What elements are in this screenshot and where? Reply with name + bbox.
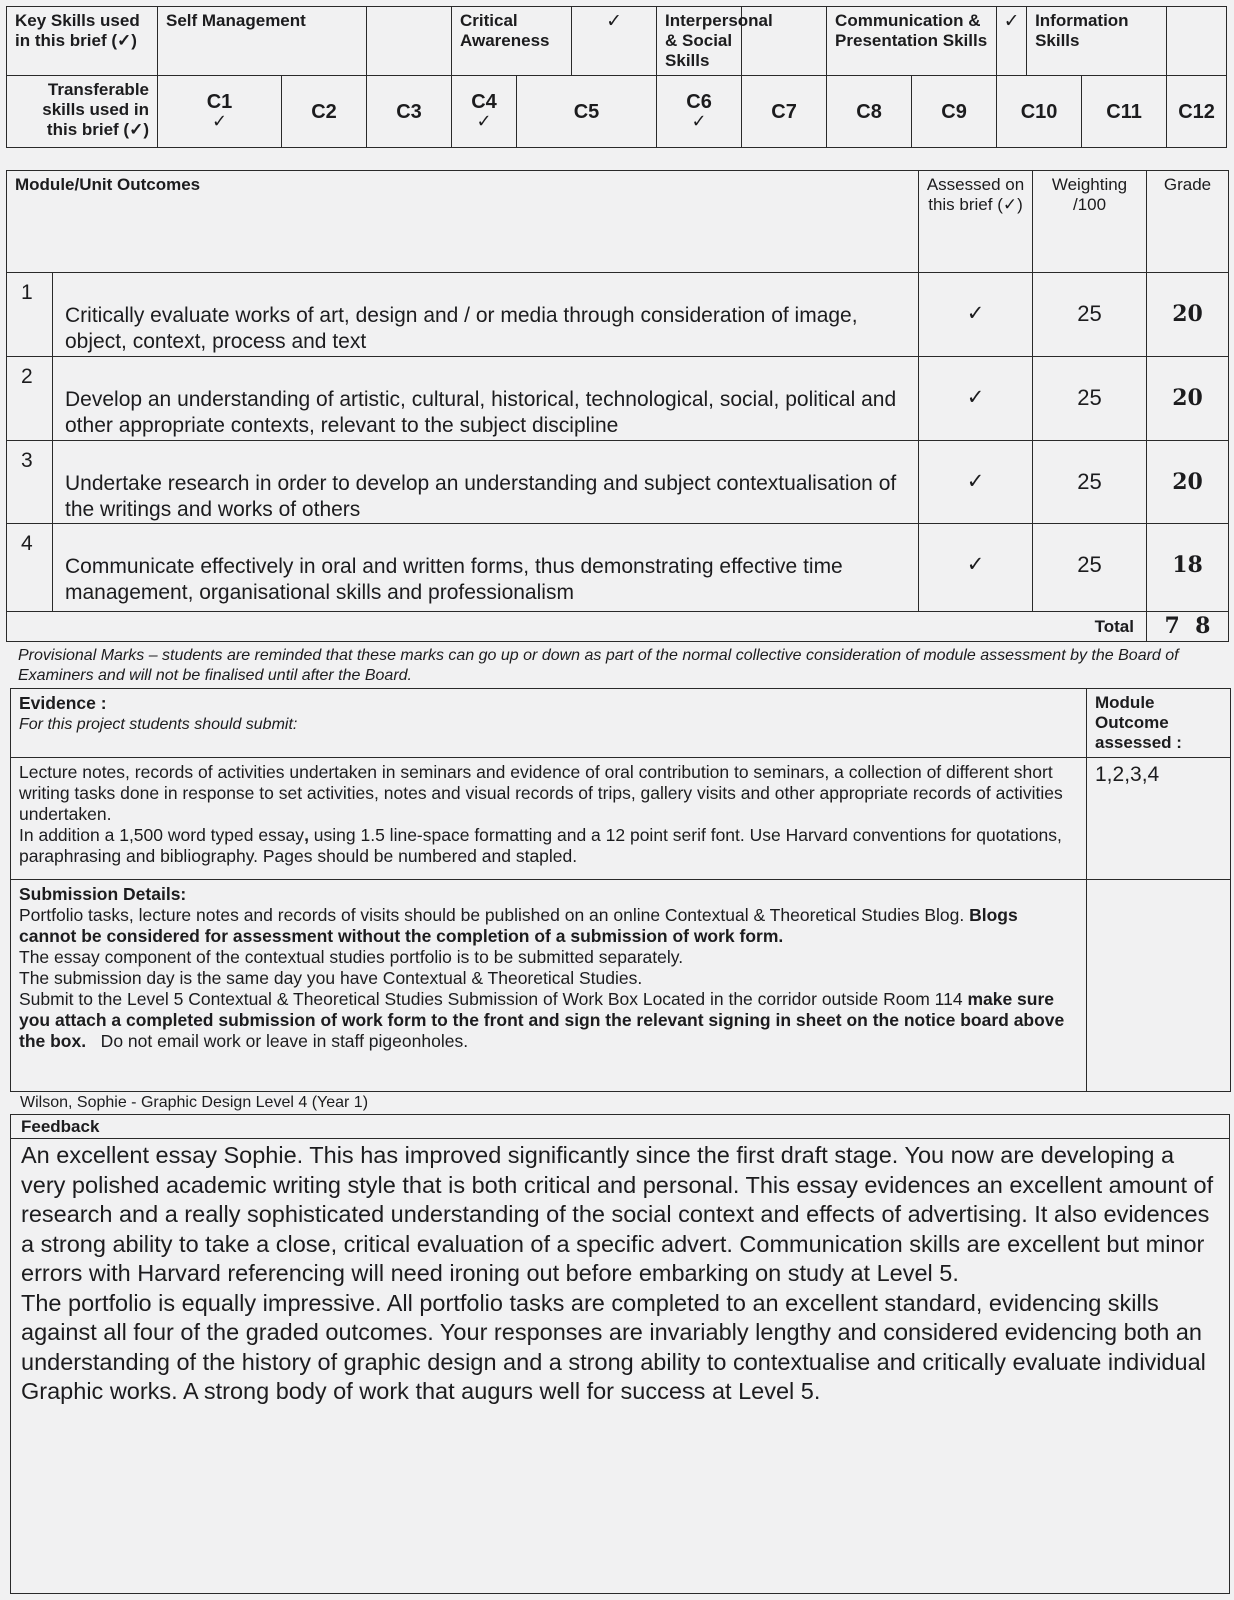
- outcome-weighting: 25: [1033, 273, 1147, 357]
- code-c10: [997, 76, 1082, 148]
- code-label: C8: [856, 100, 882, 123]
- outcome-text: Develop an understanding of artistic, cultural, historical, technological, social, political and other appropriate contexts, relevant to the subject discipline: [53, 357, 919, 441]
- evidence-header-cell: [11, 689, 1087, 758]
- skill-communication: Communication & Presentation Skills: [827, 7, 997, 76]
- skill-critical-awareness: Critical Awareness: [452, 7, 572, 76]
- code-c8: [827, 76, 912, 148]
- submission-outcome-cell: [1087, 880, 1231, 1092]
- essay-text: using 1.5 line-space formatting and a 12 point serif font. Use Harvard conventions for quotations, paraphrasing and bibliography. Pages should be numbered and stapled.: [19, 825, 1062, 866]
- submission-para: [19, 989, 1078, 1052]
- code-c12: [1167, 76, 1227, 148]
- feedback-title: Feedback: [11, 1115, 1229, 1139]
- code-label: C11: [1106, 100, 1142, 123]
- submission-bold: make sure you attach a completed submission of work form to the front and sign the relevant signing in sheet on the notice board above the box.: [19, 989, 1065, 1051]
- outcome-number: 2: [7, 357, 53, 441]
- weighting-header: Weighting /100: [1033, 171, 1147, 273]
- outcomes-header: Module/Unit Outcomes: [7, 171, 919, 273]
- key-skills-table: [6, 6, 1227, 148]
- outcome-text: Communicate effectively in oral and written forms, thus demonstrating effective time management, organisational skills and professionalism: [53, 524, 919, 612]
- assessed-check: ✓: [919, 524, 1033, 612]
- code-c7: [742, 76, 827, 148]
- code-c1: [158, 76, 282, 148]
- outcome-weighting: 25: [1033, 524, 1147, 612]
- provisional-marks-note: Provisional Marks – students are reminded that these marks can go up or down as part of the normal collective consideration of module assessment by the Board of Examiners and will not be finalised until after the Board.: [18, 647, 1179, 684]
- submission-para: The submission day is the same day you have Contextual & Theoretical Studies.: [19, 968, 643, 988]
- outcome-grade: 20: [1147, 357, 1229, 441]
- outcome-row: [7, 357, 1229, 441]
- outcome-grade: 20: [1147, 273, 1229, 357]
- submission-text: Submit to the Level 5 Contextual & Theoretical Studies Submission of Work Box Located in the corridor outside Room 114: [19, 989, 968, 1009]
- evidence-para: Lecture notes, records of activities undertaken in seminars and evidence of oral contribution to seminars, a collection of different short writing tasks done in response to set activities, notes and visual records of trips, gallery visits and other appropriate records of activities undertaken.: [19, 762, 1063, 824]
- total-value: 7 8: [1147, 612, 1229, 642]
- submission-para: [19, 905, 1078, 947]
- outcome-number: 1: [7, 273, 53, 357]
- check-icon: ✓: [476, 110, 492, 132]
- code-label: C1: [206, 90, 233, 113]
- submission-details: [11, 880, 1087, 1092]
- outcome-text: Undertake research in order to develop an understanding and subject contextualisation of the writings and works of others: [53, 441, 919, 524]
- assessed-check: ✓: [919, 357, 1033, 441]
- feedback-box: [10, 1114, 1230, 1594]
- check-icon: ✓: [211, 110, 228, 132]
- submission-bold: Blogs cannot be considered for assessment without the completion of a submission of work form.: [19, 905, 1018, 946]
- evidence-subtitle: For this project students should submit:: [19, 716, 298, 733]
- evidence-body: [11, 758, 1087, 880]
- skill-information: Information Skills: [1027, 7, 1167, 76]
- assessed-check: ✓: [919, 273, 1033, 357]
- skill-self-management: Self Management: [158, 7, 367, 76]
- code-c2: [282, 76, 367, 148]
- total-label: Total: [7, 612, 1147, 642]
- transferable-label: Transferable skills used in this brief (✓): [7, 76, 158, 148]
- essay-para: [19, 825, 1078, 867]
- submission-title: Submission Details:: [19, 884, 187, 904]
- outcome-grade: 20: [1147, 441, 1229, 524]
- module-outcomes-table: [6, 170, 1229, 642]
- essay-comma: ,: [304, 825, 309, 845]
- code-label: C9: [941, 100, 967, 123]
- code-c4: [452, 76, 517, 148]
- skill-interpersonal: Interpersonal & Social Skills: [657, 7, 742, 76]
- code-c3: [367, 76, 452, 148]
- evidence-title: Evidence :: [19, 693, 107, 713]
- grade-header: Grade: [1147, 171, 1229, 273]
- assessed-check: ✓: [919, 441, 1033, 524]
- code-c11: [1082, 76, 1167, 148]
- outcome-grade: 18: [1147, 524, 1229, 612]
- skill-information-check: [1167, 7, 1227, 76]
- outcome-row: [7, 524, 1229, 612]
- code-label: C6: [686, 90, 712, 113]
- submission-text: Do not email work or leave in staff pigeonholes.: [86, 1031, 469, 1051]
- outcome-weighting: 25: [1033, 441, 1147, 524]
- code-label: C3: [396, 100, 422, 123]
- code-c6: [657, 76, 742, 148]
- code-label: C7: [771, 100, 797, 123]
- outcome-row: [7, 441, 1229, 524]
- skill-critical-awareness-check: ✓: [572, 7, 657, 76]
- feedback-para: An excellent essay Sophie. This has improved significantly since the first draft stage. You now are developing a very polished academic writing style that is both critical and personal. This essay evidences an excellent amount of research and a really sophisticated understanding of the social context and effects of advertising. It also evidences a strong ability to take a close, critical evaluation of a specific advert. Communication skills are excellent but minor errors with Harvard referencing will need ironing out before embarking on study at Level 5.: [21, 1142, 1214, 1286]
- module-outcome-header: Module Outcome assessed :: [1087, 689, 1231, 758]
- outcome-number: 3: [7, 441, 53, 524]
- outcome-weighting: 25: [1033, 357, 1147, 441]
- skill-self-management-check: [367, 7, 452, 76]
- code-label: C2: [311, 100, 337, 123]
- code-c9: [912, 76, 997, 148]
- code-label: C5: [573, 100, 600, 123]
- outcomes-assessed: 1,2,3,4: [1087, 758, 1231, 880]
- outcome-text: Critically evaluate works of art, design and / or media through consideration of image, object, context, process and text: [53, 273, 919, 357]
- student-name-line: Wilson, Sophie - Graphic Design Level 4 (Year 1): [20, 1094, 369, 1111]
- outcome-row: [7, 273, 1229, 357]
- feedback-body: [11, 1139, 1229, 1407]
- check-icon: ✓: [691, 110, 707, 132]
- code-label: C4: [471, 90, 497, 113]
- key-skills-label: Key Skills used in this brief (✓): [7, 7, 158, 76]
- code-c5: [517, 76, 657, 148]
- code-label: C12: [1178, 100, 1215, 123]
- submission-text: Portfolio tasks, lecture notes and records of visits should be published on an online Contextual & Theoretical Studies Blog.: [19, 905, 970, 925]
- essay-text: In addition a 1,500 word typed essay: [19, 825, 305, 845]
- submission-para: The essay component of the contextual studies portfolio is to be submitted separately.: [19, 947, 684, 967]
- outcome-number: 4: [7, 524, 53, 612]
- code-label: C10: [1020, 100, 1058, 123]
- skill-communication-check: ✓: [997, 7, 1027, 76]
- assessed-header: Assessed on this brief (✓): [919, 171, 1033, 273]
- evidence-table: [10, 688, 1231, 1092]
- feedback-para: The portfolio is equally impressive. All portfolio tasks are completed to an excellent standard, evidencing skills against all four of the graded outcomes. Your responses are invariably lengthy and considered evidencing both an understanding of the history of graphic design and a strong ability to contextualise and critically evaluate individual Graphic works. A strong body of work that augurs well for success at Level 5.: [21, 1289, 1206, 1404]
